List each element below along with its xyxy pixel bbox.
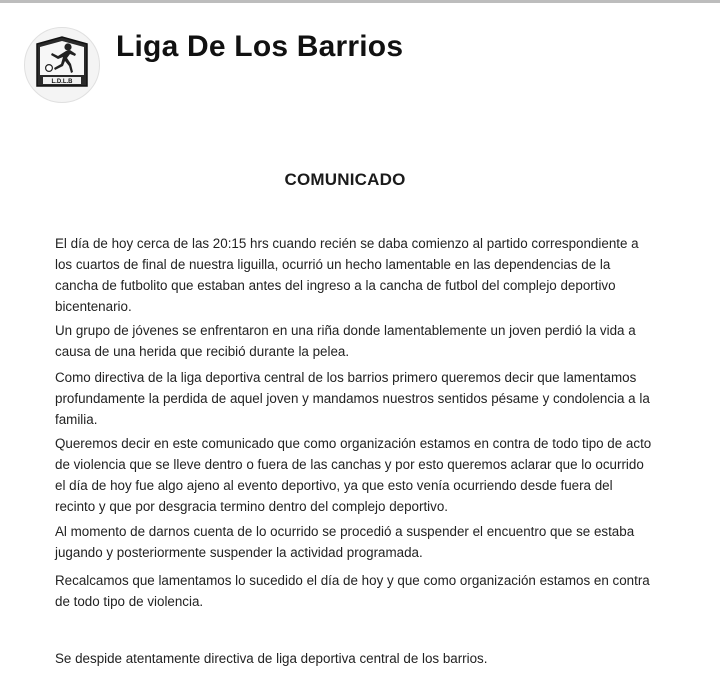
paragraph-condolences: Como directiva de la liga deportiva central de los barrios primero queremos decir que lamentamos profundamente la perdida de aquel joven y mandamos nuestros sentidos pésame y condolencia a la familia. xyxy=(55,370,650,427)
paragraph-fight: Un grupo de jóvenes se enfrentaron en una riña donde lamentablemente un joven perdió la vida a causa de una herida que recibió durante la pelea. xyxy=(55,323,636,359)
paragraph-incident: El día de hoy cerca de las 20:15 hrs cuando recién se daba comienzo al partido correspondiente a los cuartos de final de nuestra liguilla, ocurrió un hecho lamentable en las dependencias de la cancha de futbolito que estaban antes del ingreso a la cancha de futbol del complejo deportivo bicentenario. xyxy=(55,236,639,314)
paragraph-signoff: Se despide atentamente directiva de liga deportiva central de los barrios. xyxy=(55,651,488,666)
logo-text: L.D.L.B xyxy=(51,79,73,85)
document-title: COMUNICADO xyxy=(284,170,406,189)
paragraph-regret: Recalcamos que lamentamos lo sucedido el día de hoy y que como organización estamos en contra de todo tipo de violencia. xyxy=(55,573,650,609)
paragraph-suspension: Al momento de darnos cuenta de lo ocurrido se procedió a suspender el encuentro que se estaba jugando y posteriormente suspender la actividad programada. xyxy=(55,524,635,560)
page-avatar[interactable] xyxy=(24,27,100,103)
league-logo-icon xyxy=(25,28,99,102)
paragraph-stance: Queremos decir en este comunicado que como organización estamos en contra de todo tipo de acto de violencia que se lleve dentro o fuera de las canchas y por esto queremos aclarar que lo ocurrido el día de hoy fue algo ajeno al evento deportivo, ya que esto venía ocurriendo desde fuera del recinto y que por desgracia termino dentro del complejo deportivo. xyxy=(55,436,652,514)
page-header xyxy=(0,3,720,103)
page-name[interactable]: Liga De Los Barrios xyxy=(116,30,404,63)
